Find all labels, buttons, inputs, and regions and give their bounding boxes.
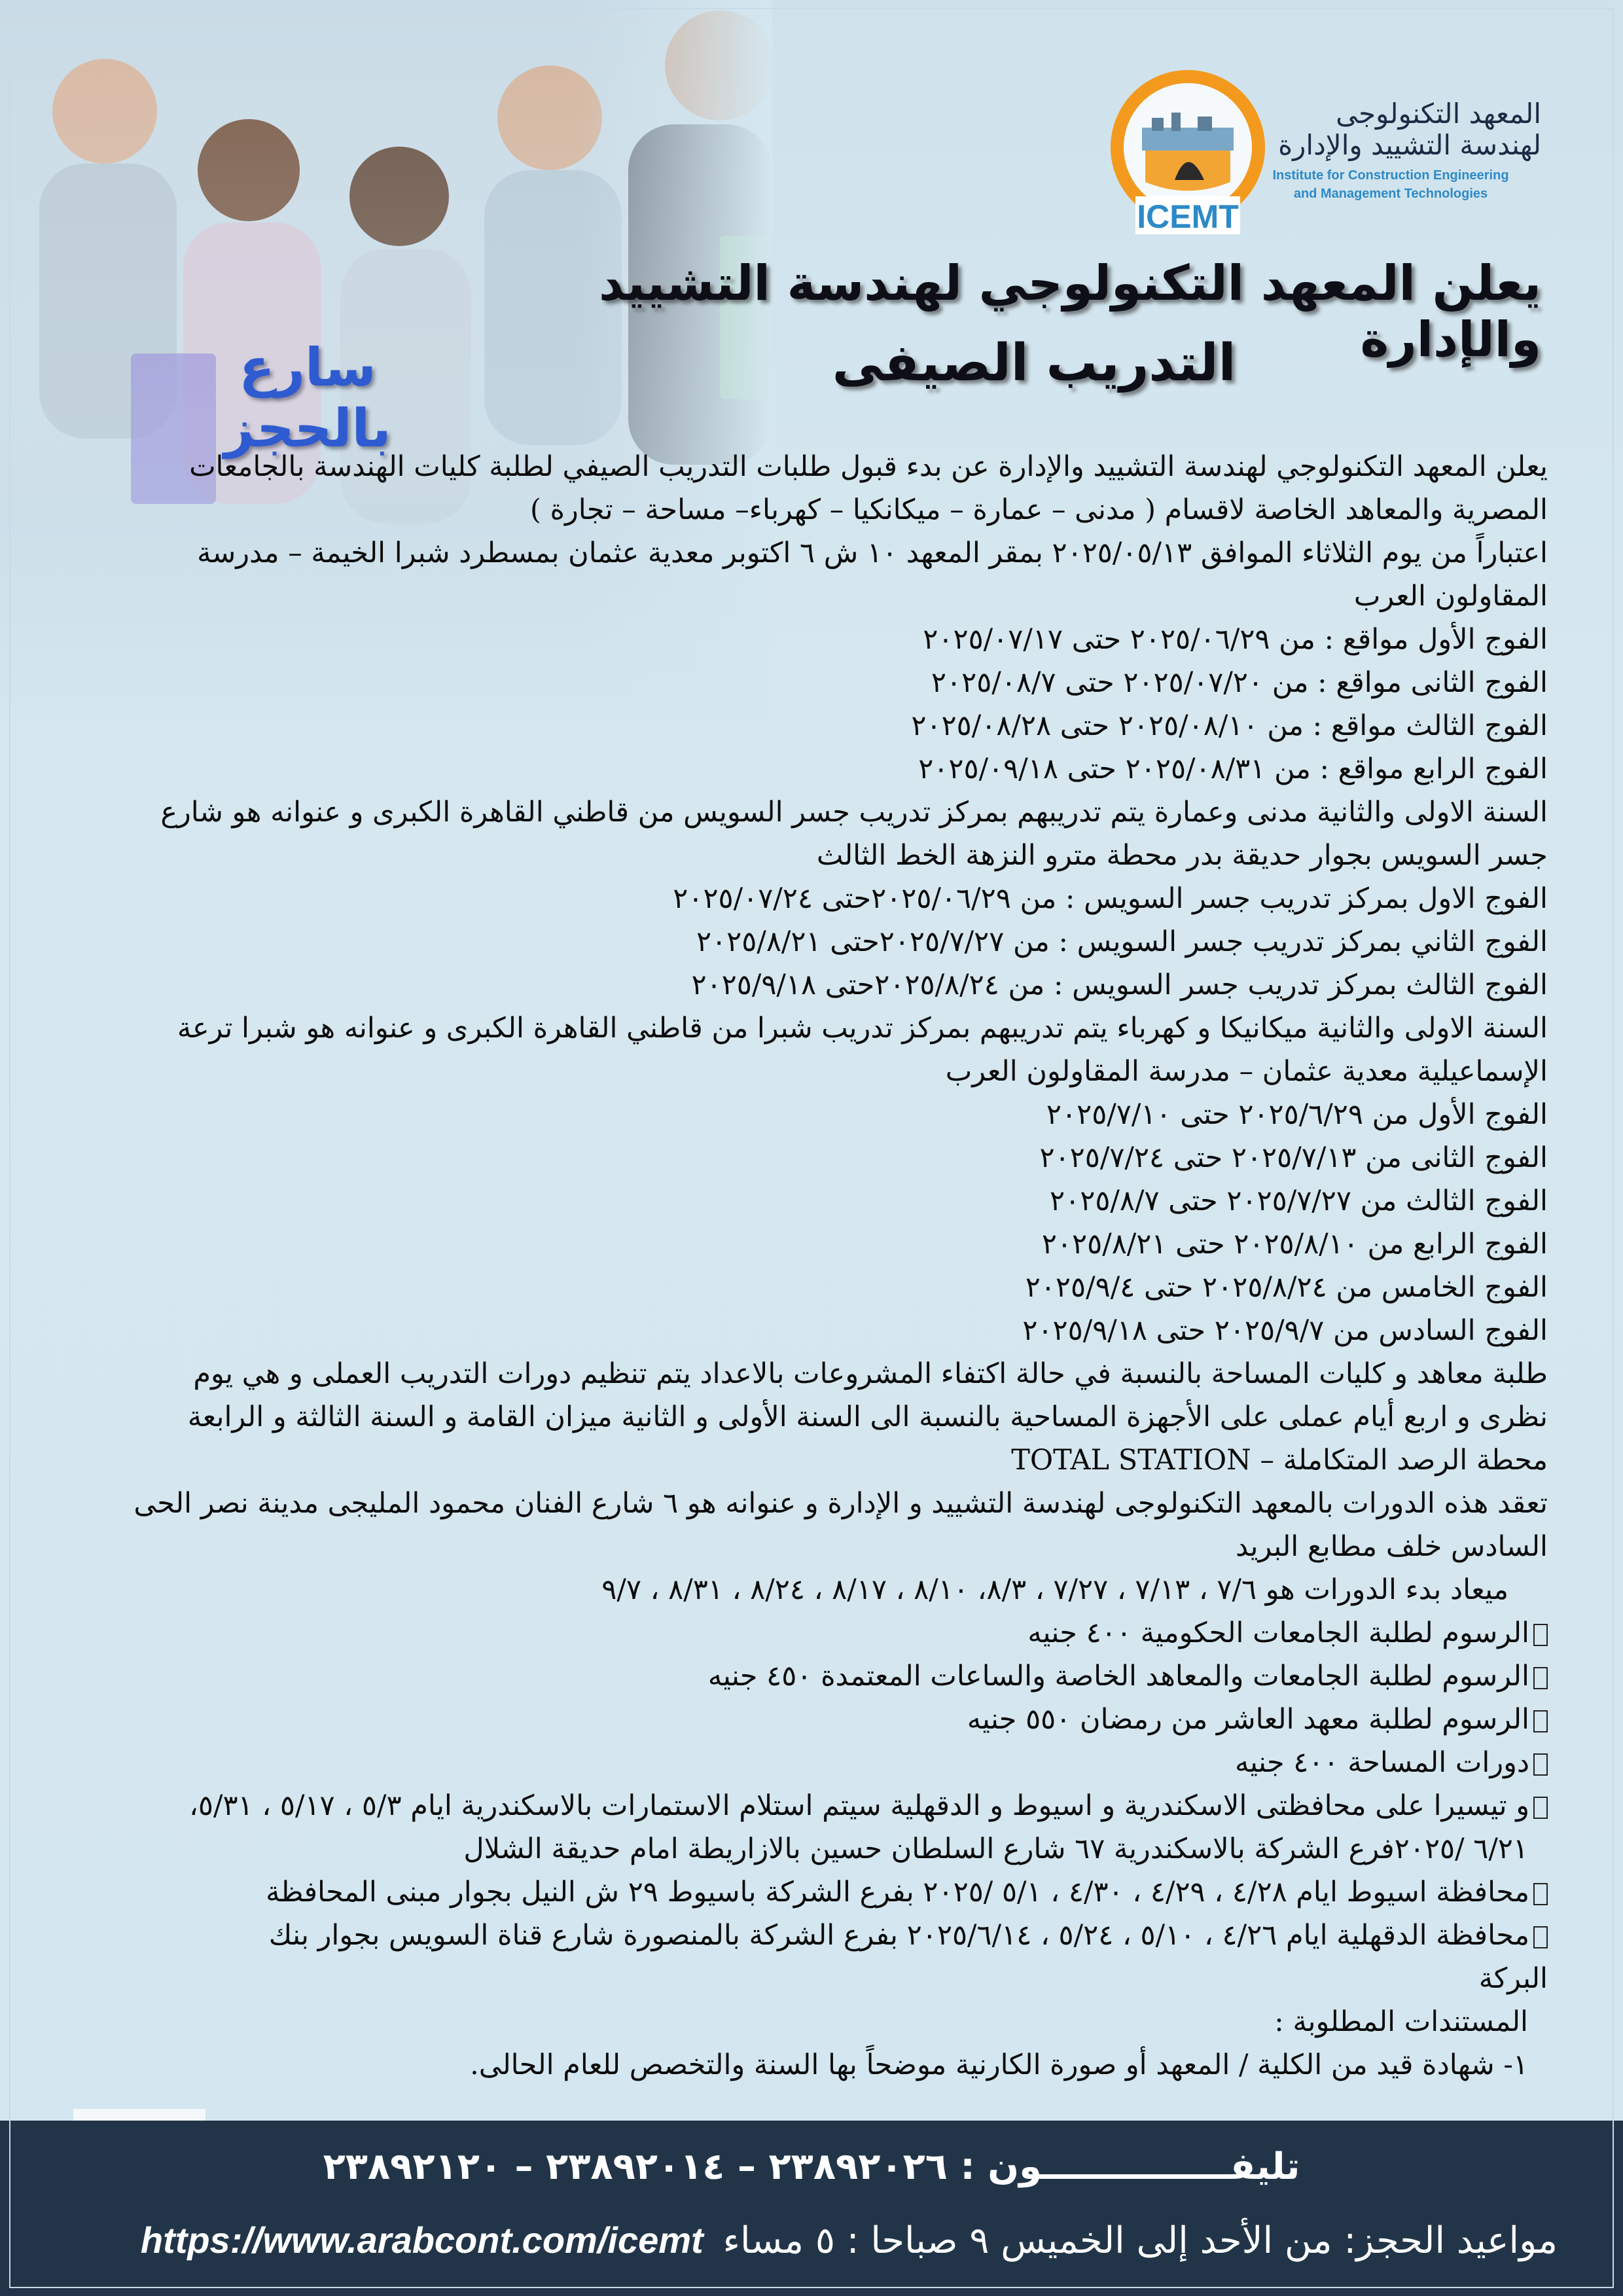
batch-line-shubra: الفوج الثانى من ٢٠٢٥/٧/١٣ حتى ٢٠٢٥/٧/٢٤ [1039,1141,1548,1174]
institute-name-ar-line2: لهندسة التشييد والإدارة [1278,129,1541,161]
batch-line-shubra: الفوج الأول من ٢٠٢٥/٦/٢٩ حتى ٢٠٢٥/٧/١٠ [1046,1098,1548,1131]
bullet-box-icon [1533,1883,1548,1905]
bullet-box-icon [1533,1797,1548,1819]
institute-name-en-line2: and Management Technologies [1293,187,1488,201]
fee-text: الرسوم لطلبة الجامعات والمعاهد الخاصة والساعات المعتمدة ٤٥٠ جنيه [707,1660,1529,1693]
intro-line: يعلن المعهد التكنولوجي لهندسة التشييد والإدارة عن بدء قبول طلبات التدريب الصيفي لطلبة كليات الهندسة بالجامعات [189,450,1548,483]
documents-title: المستندات المطلوبة : [1274,2005,1528,2038]
courses-location-line: السادس خلف مطابع البريد [1235,1530,1548,1563]
batch-line-suez: الفوج الثاني بمركز تدريب جسر السويس : من ٢٠٢٥/٧/٢٧حتى ٢٠٢٥/٨/٢١ [696,925,1548,958]
fee-text: الرسوم لطلبة معهد العاشر من رمضان ٥٥٠ جنيه [967,1703,1529,1736]
branch-alex-text: و تيسيرا على محافظتى الاسكندرية و اسيوط و الدقهلية سيتم استلام الاستمارات بالاسكندرية ايام ٥/٣ ، ٥/١٧ ، ٥/٣١، [188,1789,1529,1822]
bullet-box-icon [1533,1753,1548,1776]
subheadline: التدريب الصيفى [832,334,1236,393]
branch-assiut-text: محافظة اسيوط ايام ٤/٢٨ ، ٤/٢٩ ، ٤/٣٠ ، ٥/١ /٢٠٢٥ بفرع الشركة باسيوط ٢٩ ش النيل بجوار مبنى المحافظة [266,1876,1529,1909]
documents-item: ١- شهادة قيد من الكلية / المعهد أو صورة الكارنية موضحاً بها السنة والتخصص للعام الحالى. [470,2049,1528,2081]
booking-hours-text: مواعيد الحجز: من الأحد إلى الخميس ٩ صباحا : ٥ مساء [722,2219,1558,2262]
headline: يعلن المعهد التكنولوجي لهندسة التشييد والإدارة [599,255,1541,368]
announcement-body [75,445,1548,2087]
batch-line-suez: الفوج الثالث بمركز تدريب جسر السويس : من ٢٠٢٥/٨/٢٤حتى ٢٠٢٥/٩/١٨ [691,969,1548,1001]
batch-line-shubra: الفوج الخامس من ٢٠٢٥/٨/٢٤ حتى ٢٠٢٥/٩/٤ [1025,1271,1548,1304]
start-date-line: المقاولون العرب [1353,580,1548,613]
bullet-box-icon [1533,1710,1548,1732]
bullet-box-icon [1533,1926,1548,1948]
survey-line: محطة الرصد المتكاملة – TOTAL STATION [1011,1444,1548,1477]
branch-assiut-item [75,1871,1548,1914]
white-strip [73,2109,205,2121]
shubra-center-line: السنة الاولى والثانية ميكانيكا و كهرباء يتم تدريبهم بمركز تدريب شبرا من قاطني القاهرة الكبرى و عنوانه هو شبرا ترعة [177,1012,1548,1045]
batch-line-main: الفوج الثالث مواقع : من ٢٠٢٥/٠٨/١٠ حتى ٢٠٢٥/٠٨/٢٨ [911,709,1548,742]
hurry-book-label: سارع بالحجز [224,337,391,459]
fee-item [75,1741,1548,1784]
suez-center-line: جسر السويس بجوار حديقة بدر محطة مترو النزهة الخط الثالث [816,839,1548,872]
footer-bar [0,2121,1623,2296]
batch-line-shubra: الفوج السادس من ٢٠٢٥/٩/٧ حتى ٢٠٢٥/٩/١٨ [1022,1314,1548,1347]
batch-line-shubra: الفوج الثالث من ٢٠٢٥/٧/٢٧ حتى ٢٠٢٥/٨/٧ [1050,1185,1548,1217]
institute-name-en-line1: Institute for Construction Engineering [1272,168,1509,183]
website-link[interactable]: https://www.arabcont.com/icemt [140,2219,704,2261]
branch-dakahlia-text: محافظة الدقهلية ايام ٤/٢٦ ، ٥/١٠ ، ٥/٢٤ ، ٢٠٢٥/٦/١٤ بفرع الشركة بالمنصورة شارع قناة السويس بجوار بنك [268,1919,1529,1952]
institute-name-ar-line1: المعهد التكنولوجى [1336,98,1541,130]
bullet-box-icon [1533,1624,1548,1646]
branch-dakahlia-line2: البركة [1478,1962,1548,1995]
survey-line: طلبة معاهد و كليات المساحة بالنسبة في حالة اكتفاء المشروعات بالاعداد يتم تنظيم دورات التدريب العملى و هي يوم [193,1357,1548,1390]
batch-line-suez: الفوج الاول بمركز تدريب جسر السويس : من ٢٠٢٥/٠٦/٢٩حتى ٢٠٢٥/٠٧/٢٤ [673,882,1548,915]
survey-line: نظرى و اربع أيام عملى على الأجهزة المساحية بالنسبة الى السنة الأولى و الثانية ميزان القامة و السنة الثالثة و الرابعة [187,1401,1548,1433]
fee-item [75,1698,1548,1741]
start-date-line: اعتباراً من يوم الثلاثاء الموافق ٢٠٢٥/٠٥/١٣ بمقر المعهد ١٠ ش ٦ اكتوبر معدية عثمان بمسطرد شبرا الخيمة – مدرسة [197,537,1548,569]
batch-line-main: الفوج الثانى مواقع : من ٢٠٢٥/٠٧/٢٠ حتى ٢٠٢٥/٠٨/٧ [931,666,1548,699]
booking-hours [141,2219,1558,2262]
logo-text: ICEMT [1137,198,1239,235]
shubra-center-line: الإسماعيلية معدية عثمان – مدرسة المقاولون العرب [945,1055,1548,1088]
bullet-box-icon [1533,1667,1548,1689]
suez-center-line: السنة الاولى والثانية مدنى وعمارة يتم تدريبهم بمركز تدريب جسر السويس من قاطني القاهرة الكبرى و عنوانه هو شارع [160,796,1548,829]
branch-dakahlia-item [75,1914,1548,1957]
course-dates-line: ميعاد بدء الدورات هو ٧/٦ ، ٧/١٣ ، ٧/٢٧ ، ٨/٣، ٨/١٠ ، ٨/١٧ ، ٨/٢٤ ، ٨/٣١ ، ٩/٧ [601,1573,1508,1606]
fee-text: الرسوم لطلبة الجامعات الحكومية ٤٠٠ جنيه [1027,1617,1529,1649]
batch-line-main: الفوج الرابع مواقع : من ٢٠٢٥/٠٨/٣١ حتى ٢٠٢٥/٠٩/١٨ [918,753,1548,785]
intro-line: المصرية والمعاهد الخاصة لاقسام ( مدنى – عمارة – ميكانكيا – كهرباء– مساحة – تجارة ) [530,493,1548,526]
institute-name [1240,98,1541,203]
branch-alex-item [75,1784,1548,1827]
phone-numbers: تليفـــــــــــــــون : ٢٣٨٩٢٠٢٦ – ٢٣٨٩٢٠١٤ – ٢٣٨٩٢١٢٠ [323,2145,1300,2188]
branch-alex-line2: ٦/٢١ /٢٠٢٥فرع الشركة بالاسكندرية ٦٧ شارع السلطان حسين بالازاريطة امام حديقة الشلال [463,1833,1528,1865]
fee-item [75,1611,1548,1655]
batch-line-shubra: الفوج الرابع من ٢٠٢٥/٨/١٠ حتى ٢٠٢٥/٨/٢١ [1041,1228,1548,1261]
fee-text: دورات المساحة ٤٠٠ جنيه [1234,1746,1529,1779]
fee-item [75,1655,1548,1698]
courses-location-line: تعقد هذه الدورات بالمعهد التكنولوجى لهندسة التشييد و الإدارة و عنوانه هو ٦ شارع الفنان محمود المليجى مدينة نصر الحى [134,1487,1548,1520]
batch-line-main: الفوج الأول مواقع : من ٢٠٢٥/٠٦/٢٩ حتى ٢٠٢٥/٠٧/١٧ [923,623,1548,656]
